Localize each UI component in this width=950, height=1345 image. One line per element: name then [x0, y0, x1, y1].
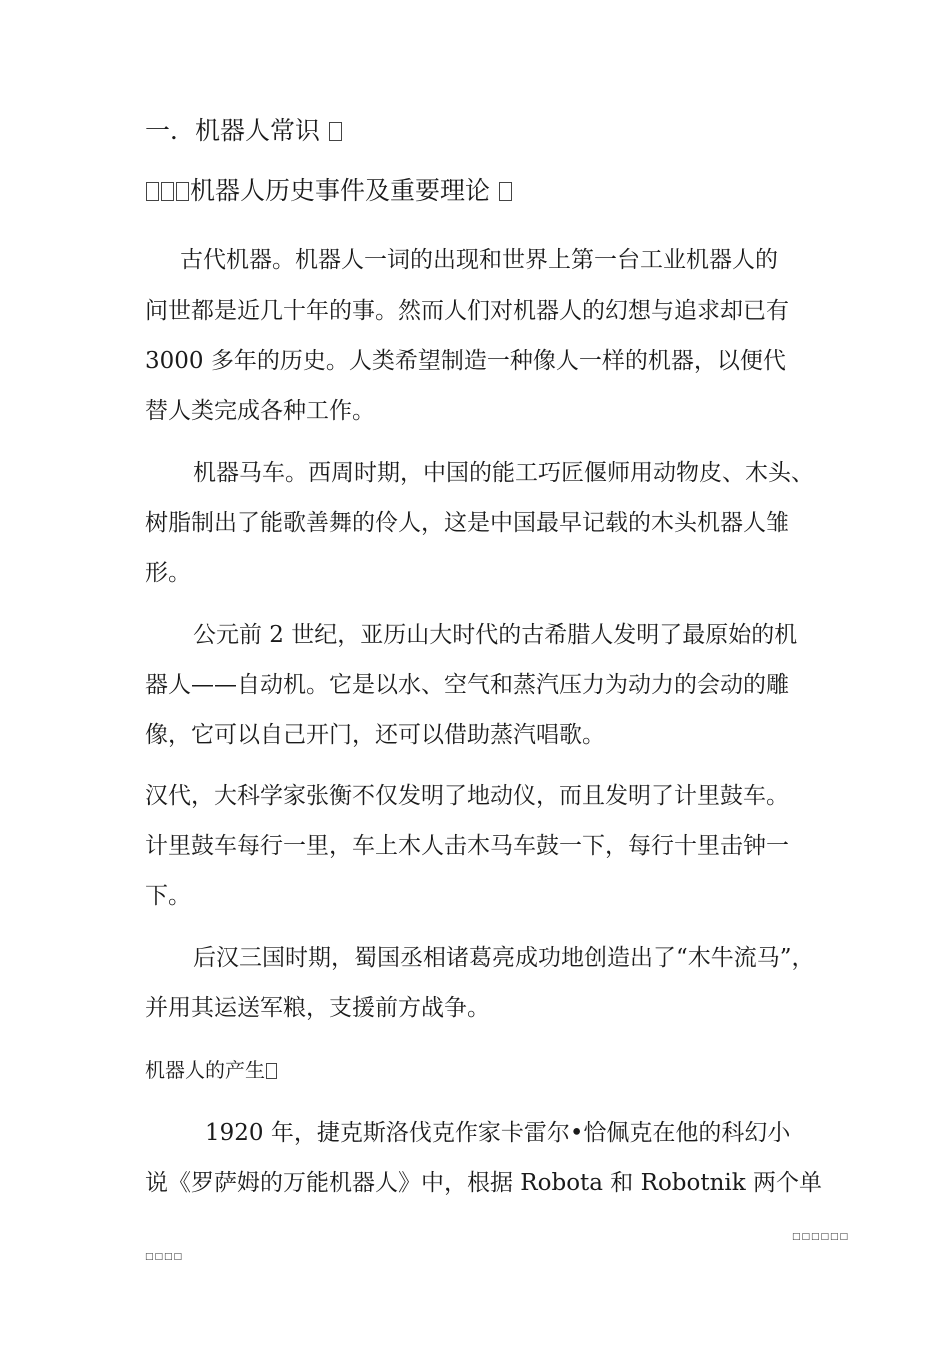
missing-glyph-icon [499, 182, 512, 201]
paragraph-line: 3000 多年的历史。人类希望制造一种像人一样的机器，以便代 [145, 348, 786, 374]
footer-glyphs-right: □□□□□□ [792, 1232, 850, 1242]
footer-glyphs-left: □□□□ [145, 1252, 184, 1262]
paragraph-line: 公元前 2 世纪，亚历山大时代的古希腊人发明了最原始的机 [193, 622, 798, 648]
paragraph-line: 问世都是近几十年的事。然而人们对机器人的幻想与追求却已有 [145, 298, 789, 324]
heading-level2 [145, 176, 513, 206]
missing-glyph-icon [161, 182, 174, 201]
missing-glyph-icon [266, 1063, 277, 1079]
section-title [145, 1055, 278, 1085]
paragraph-line: 替人类完成各种工作。 [145, 398, 375, 424]
paragraph-line: 汉代，大科学家张衡不仅发明了地动仪，而且发明了计里鼓车。 [145, 783, 789, 809]
paragraph-line: 说《罗萨姆的万能机器人》中，根据 Robota 和 Robotnik 两个单 [145, 1170, 823, 1196]
paragraph-line: 形。 [145, 560, 191, 586]
paragraph-line: 并用其运送军粮，支援前方战争。 [145, 995, 490, 1021]
paragraph-line: 树脂制出了能歌善舞的伶人，这是中国最早记载的木头机器人雏 [145, 510, 789, 536]
paragraph-line: 计里鼓车每行一里，车上木人击木马车鼓一下，每行十里击钟一 [145, 833, 789, 859]
paragraph-line: 机器马车。西周时期，中国的能工巧匠偃师用动物皮、木头、 [193, 460, 814, 486]
paragraph-line: 器人——自动机。它是以水、空气和蒸汽压力为动力的会动的雕 [145, 672, 789, 698]
missing-glyph-icon [329, 122, 342, 141]
paragraph-line: 古代机器。机器人一词的出现和世界上第一台工业机器人的 [180, 247, 778, 273]
missing-glyph-icon [146, 182, 159, 201]
heading-level1-text: 一．机器人常识 [145, 116, 321, 145]
paragraph-line: 1920 年，捷克斯洛伐克作家卡雷尔•恰佩克在他的科幻小 [205, 1120, 791, 1146]
paragraph-line: 后汉三国时期，蜀国丞相诸葛亮成功地创造出了“木牛流马”， [193, 945, 815, 971]
section-title-text: 机器人的产生 [145, 1058, 265, 1082]
paragraph-line: 下。 [145, 883, 191, 909]
heading-level2-text: 机器人历史事件及重要理论 [190, 176, 491, 205]
heading-level1 [145, 116, 343, 146]
paragraph-line: 像，它可以自己开门，还可以借助蒸汽唱歌。 [145, 722, 605, 748]
missing-glyph-icon [176, 182, 189, 201]
